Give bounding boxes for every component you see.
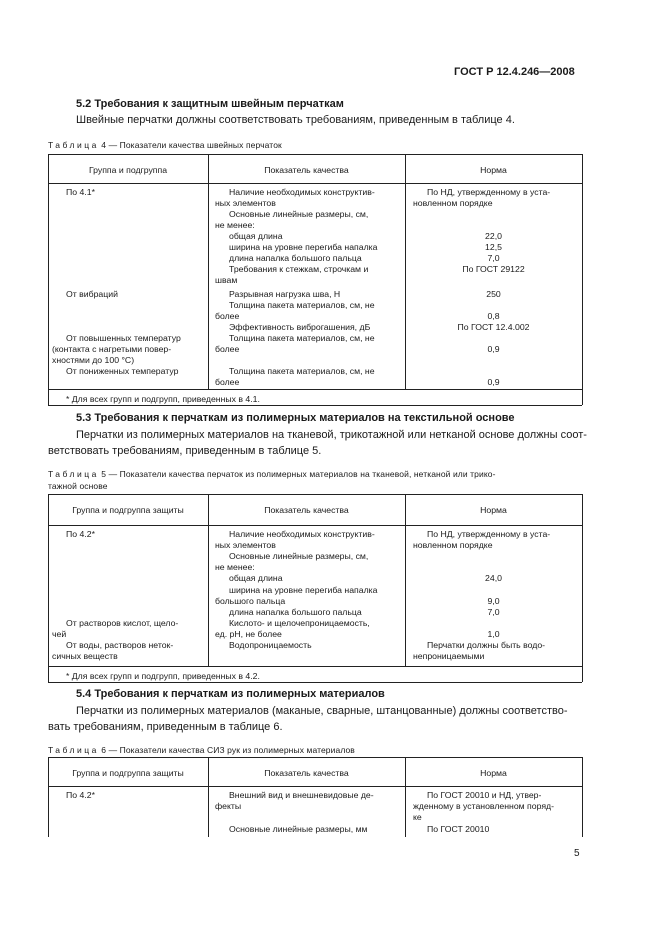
indicator-text: Внешний вид и внешневидовые де- (229, 790, 374, 800)
norm-value: 0,8 (487, 311, 500, 321)
group-label: От повышенных температур (66, 333, 181, 343)
caption-text: 5 — Показатели качества перчаток из полимерных материалов на тканевой, нетканой или трико- (101, 469, 496, 479)
norm-text: Перчатки должны быть водо- (427, 640, 546, 650)
indicator-text: большого пальца (215, 596, 286, 606)
indicator-text: Основные линейные размеры, мм (229, 824, 368, 834)
group-label: От воды, растворов неток- (66, 640, 174, 650)
section-5-2-title: 5.2 Требования к защитным швейным перчаткам (76, 98, 344, 110)
norm-value: По ГОСТ 12.4.002 (457, 322, 530, 332)
norm-text: жденному в установленном поряд- (413, 801, 554, 811)
group-label: По 4.2* (66, 529, 95, 539)
indicator-text: более (215, 311, 240, 321)
norm-text: По ГОСТ 20010 и НД, утвер- (427, 790, 542, 800)
norm-value: По ГОСТ 29122 (462, 264, 525, 274)
norm-value: 1,0 (487, 629, 500, 639)
indicator-text: Разрывная нагрузка шва, Н (229, 289, 341, 299)
group-label: От растворов кислот, щело- (66, 618, 179, 628)
norm-value: 12,5 (485, 242, 502, 252)
col-header-norm: Норма (480, 768, 507, 778)
indicator-text: не менее: (215, 562, 255, 572)
indicator-text: ных элементов (215, 198, 276, 208)
norm-text: ке (413, 812, 422, 822)
group-label: сичных веществ (52, 651, 118, 661)
caption-word: Таблица (48, 745, 99, 755)
col-header-group: Группа и подгруппа защиты (72, 768, 184, 778)
table-6-caption (48, 745, 355, 755)
caption-word: Таблица (48, 140, 99, 150)
caption-word: Таблица (48, 469, 99, 479)
indicator-text: общая длина (229, 573, 283, 583)
section-5-3-text: ветствовать требованиям, приведенным в таблице 5. (48, 445, 322, 457)
section-5-3-text: Перчатки из полимерных материалов на тканевой, трикотажной или нетканой основе должны соот- (76, 429, 587, 441)
group-label: чей (52, 629, 67, 639)
norm-value: 9,0 (487, 596, 500, 606)
caption-text: 4 — Показатели качества швейных перчаток (101, 140, 282, 150)
group-label: От пониженных температур (66, 366, 179, 376)
section-5-4-text: Перчатки из полимерных материалов (маканые, сварные, штанцованные) должны соответство- (76, 705, 568, 717)
indicator-text: Требования к стежкам, строчкам и (229, 264, 369, 274)
group-label: хностями до 100 °С) (52, 355, 135, 365)
indicator-text: ед. pH, не более (215, 629, 282, 639)
indicator-text: ных элементов (215, 540, 276, 550)
norm-text: непроницаемыми (413, 651, 485, 661)
norm-value: 7,0 (487, 253, 500, 263)
group-label: (контакта с нагретыми повер- (52, 344, 172, 354)
caption-text: 6 — Показатели качества СИЗ рук из полимерных материалов (101, 745, 355, 755)
section-5-4-title: 5.4 Требования к перчаткам из полимерных материалов (76, 688, 385, 700)
norm-text: По НД, утвержденному в уста- (427, 529, 551, 539)
indicator-text: более (215, 377, 240, 387)
indicator-text: Толщина пакета материалов, см, не (229, 300, 375, 310)
section-5-2-text: Швейные перчатки должны соответствовать требованиям, приведенным в таблице 4. (76, 114, 515, 126)
norm-text: новленном порядке (413, 540, 493, 550)
indicator-text: длина напалка большого пальца (229, 253, 362, 263)
norm-value: 0,9 (487, 377, 500, 387)
table-5-caption (48, 469, 496, 479)
table-5-caption-continued: тажной основе (48, 481, 108, 491)
section-5-3-title: 5.3 Требования к перчаткам из полимерных материалов на текстильной основе (76, 412, 515, 424)
table-4-caption (48, 140, 282, 150)
indicator-text: общая длина (229, 231, 283, 241)
indicator-text: ширина на уровне перегиба напалка (229, 242, 378, 252)
norm-value: 7,0 (487, 607, 500, 617)
indicator-text: Толщина пакета материалов, см, не (229, 366, 375, 376)
indicator-text: Эффективность виброгашения, дБ (229, 322, 371, 332)
indicator-text: более (215, 344, 240, 354)
col-header-indicator: Показатель качества (264, 165, 349, 175)
group-label: По 4.2* (66, 790, 95, 800)
indicator-text: швам (215, 275, 238, 285)
indicator-text: Наличие необходимых конструктив- (229, 187, 375, 197)
group-label: От вибраций (66, 289, 118, 299)
col-header-norm: Норма (480, 505, 507, 515)
norm-value: 0,9 (487, 344, 500, 354)
norm-text: новленном порядке (413, 198, 493, 208)
indicator-text: ширина на уровне перегиба напалка (229, 585, 378, 595)
indicator-text: Толщина пакета материалов, см, не (229, 333, 375, 343)
norm-value: 22,0 (485, 231, 502, 241)
document-id: ГОСТ Р 12.4.246—2008 (454, 66, 575, 78)
indicator-text: Водопроницаемость (229, 640, 312, 650)
indicator-text: не менее: (215, 220, 255, 230)
norm-text: По ГОСТ 20010 (427, 824, 490, 834)
col-header-indicator: Показатель качества (264, 768, 349, 778)
col-header-indicator: Показатель качества (264, 505, 349, 515)
table-footnote: * Для всех групп и подгрупп, приведенных в 4.1. (66, 394, 260, 404)
group-label: По 4.1* (66, 187, 95, 197)
table-footnote: * Для всех групп и подгрупп, приведенных в 4.2. (66, 671, 260, 681)
norm-value: 250 (486, 289, 501, 299)
page-number: 5 (574, 848, 580, 859)
indicator-text: Основные линейные размеры, см, (229, 551, 369, 561)
norm-text: По НД, утвержденному в уста- (427, 187, 551, 197)
col-header-group: Группа и подгруппа (88, 165, 168, 175)
section-5-4-text: вать требованиям, приведенным в таблице 6. (48, 721, 283, 733)
indicator-text: длина напалка большого пальца (229, 607, 362, 617)
indicator-text: Основные линейные размеры, см, (229, 209, 369, 219)
indicator-text: фекты (215, 801, 242, 811)
indicator-text: Кислото- и щелочепроницаемость, (229, 618, 370, 628)
col-header-group: Группа и подгруппа защиты (72, 505, 184, 515)
norm-value: 24,0 (485, 573, 502, 583)
col-header-norm: Норма (480, 165, 507, 175)
indicator-text: Наличие необходимых конструктив- (229, 529, 375, 539)
